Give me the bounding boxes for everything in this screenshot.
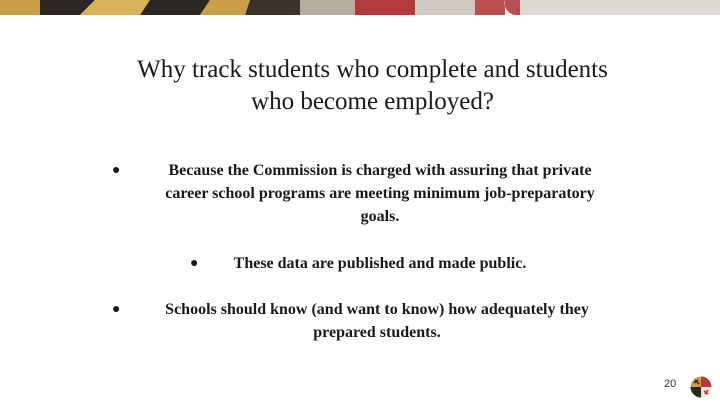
- slide-title: [0, 54, 720, 118]
- bullet-text-line: Schools should know (and want to know) how adequately they: [165, 301, 589, 318]
- bullet-text-line: goals.: [360, 208, 400, 225]
- maryland-flag-badge-icon: [690, 376, 712, 398]
- page-number: 20: [664, 378, 677, 390]
- bullet-schools: [112, 298, 622, 344]
- top-decorative-band: [0, 0, 720, 15]
- bullet-commission: [112, 159, 630, 228]
- bullet-published: [190, 252, 550, 275]
- title-line-1: Why track students who complete and students: [137, 56, 608, 83]
- bullet-dot-icon: ●: [190, 256, 199, 271]
- bullet-dot-icon: ●: [112, 163, 121, 178]
- bullet-text-line: These data are published and made public.: [233, 255, 527, 272]
- title-line-2: who become employed?: [251, 88, 494, 115]
- bullet-dot-icon: ●: [112, 302, 121, 317]
- bullet-text-line: Because the Commission is charged with assuring that private: [168, 162, 592, 179]
- bullet-text-line: prepared students.: [313, 324, 441, 341]
- bullet-text-line: career school programs are meeting minimum job-preparatory: [165, 185, 595, 202]
